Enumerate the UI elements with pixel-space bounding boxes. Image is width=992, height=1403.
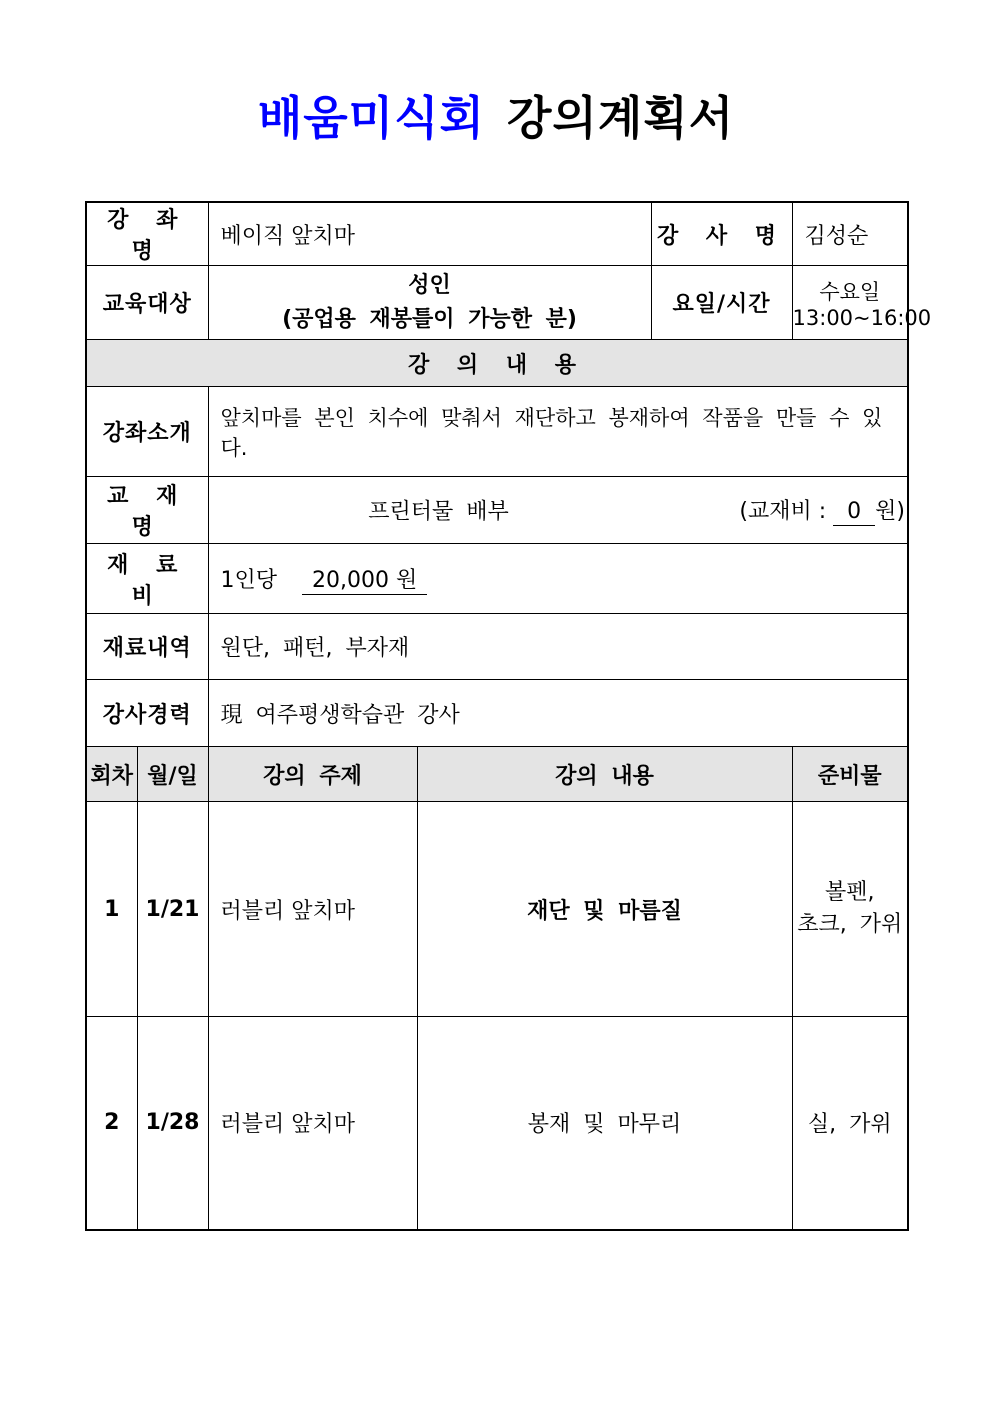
session-date: 1/21 [137,802,208,1017]
textbook-label: 교 재 명 [86,477,208,544]
lecture-plan-table [85,201,932,1231]
material-fee-label: 재 료 비 [86,544,208,614]
textbook-value: 프린터물 배부 [368,499,509,525]
career-value: 現 여주평생학습관 강사 [208,680,908,747]
schedule-header-row [86,747,908,802]
instructor-label: 강 사 명 [651,202,792,266]
header-topic: 강의 주제 [208,747,417,802]
target-line1: 성인 [408,272,451,298]
session-number: 2 [86,1017,137,1230]
career-row [86,680,908,747]
textbook-row [86,477,908,544]
course-row [86,202,908,266]
target-row [86,266,908,340]
header-date: 월/일 [137,747,208,802]
session-content: 봉재 및 마무리 [417,1017,792,1230]
fee-value: 0 [833,499,875,526]
club-name: 배움미식회 [257,91,485,145]
session-supplies [792,802,908,1017]
header-session: 회차 [86,747,137,802]
intro-label: 강좌소개 [86,387,208,477]
material-list-label: 재료내역 [86,614,208,680]
schedule-value: 수요일 13:00~16:00 [792,266,908,340]
session-topic: 러블리 앞치마 [208,1017,417,1230]
supplies-line1: 볼펜, [825,880,875,905]
fee-suffix: 원) [875,499,906,524]
table-row [86,802,908,1017]
session-supplies: 실, 가위 [792,1017,908,1230]
session-topic: 러블리 앞치마 [208,802,417,1017]
material-list-value: 원단, 패턴, 부자재 [208,614,908,680]
intro-value: 앞치마를 본인 치수에 맞춰서 재단하고 봉재하여 작품을 만들 수 있다. [208,387,908,477]
session-content: 재단 및 마름질 [417,802,792,1017]
header-supplies: 준비물 [792,747,908,802]
textbook-cell [208,477,908,544]
textbook-fee [739,494,905,526]
supplies-line2: 초크, 가위 [797,912,903,937]
material-fee-prefix: 1인당 [220,567,278,593]
schedule-label: 요일/시간 [651,266,792,340]
target-line2: (공업용 재봉틀이 가능한 분) [282,306,577,332]
material-fee-cell [208,544,908,614]
page-title [0,82,992,148]
content-header: 강 의 내 용 [86,340,908,387]
material-fee-row [86,544,908,614]
session-number: 1 [86,802,137,1017]
career-label: 강사경력 [86,680,208,747]
intro-row [86,387,908,477]
material-list-row [86,614,908,680]
course-label: 강 좌 명 [86,202,208,266]
document-type: 강의계획서 [507,91,735,145]
fee-prefix: (교재비 : [739,499,827,524]
target-label: 교육대상 [86,266,208,340]
table-row [86,1017,908,1230]
content-header-row [86,340,908,387]
course-value: 베이직 앞치마 [208,202,651,266]
header-content: 강의 내용 [417,747,792,802]
instructor-value: 김성순 [792,202,908,266]
target-value [208,266,651,340]
material-fee-value: 20,000 원 [302,568,427,595]
session-date: 1/28 [137,1017,208,1230]
